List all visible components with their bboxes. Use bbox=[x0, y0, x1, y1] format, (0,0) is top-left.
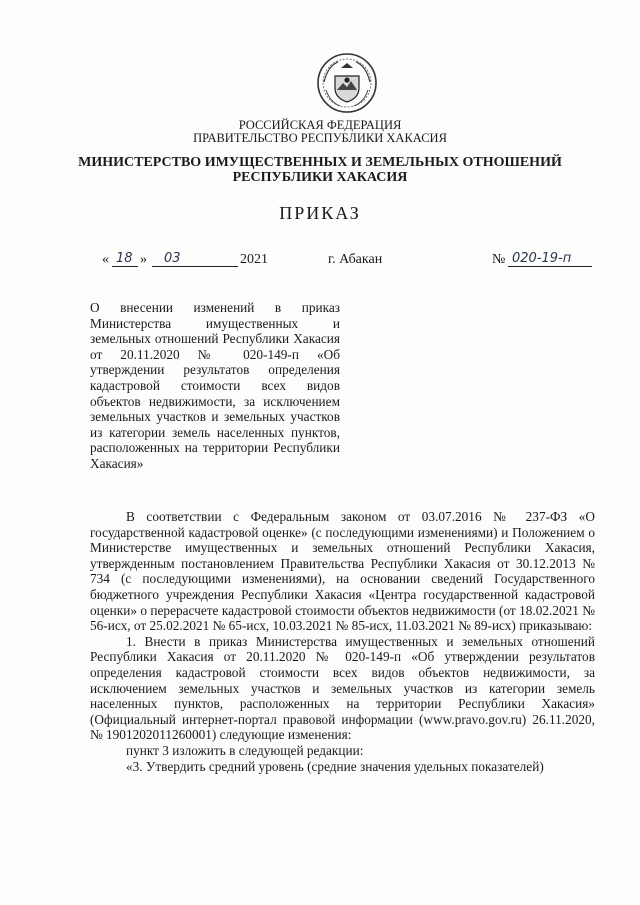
date-open-quote: « bbox=[102, 252, 109, 267]
ministry-name-line2: РЕСПУБЛИКИ ХАКАСИЯ bbox=[232, 170, 408, 185]
date-year: 2021 bbox=[240, 252, 268, 267]
date-month: 03 bbox=[164, 251, 181, 266]
body-paragraph-amendment-intro: пункт 3 изложить в следующей редакции: bbox=[126, 742, 364, 758]
body-paragraph-preamble: В соответствии с Федеральным законом от 03.07.2016 № 237-ФЗ «О государственной кадастровой оценке» (с последующими изменениями) и Положением о Министерстве имущественных и земельных отношений Республики Хакасия, утвержденным постановлением Правительства Республики Хакасия от 30.12.2013 № 734 (с последующими изменениями), на основании сведений Государственного бюджетного учреждения Республики Хакасия «Центра государственной кадастровой оценки» о перерасчете кадастровой стоимости объектов недвижимости (от 18.02.2021 № 56-исх, от 25.02.2021 № 65-исх, 10.03.2021 № 85-исх, 11.03.2021 № 89-исх) приказываю: bbox=[90, 509, 595, 634]
country-name: РОССИЙСКАЯ ФЕДЕРАЦИЯ bbox=[238, 118, 402, 132]
city: г. Абакан bbox=[328, 252, 383, 267]
date-day: 18 bbox=[116, 251, 133, 266]
date-number-line bbox=[100, 252, 600, 272]
body-paragraph-item1: 1. Внести в приказ Министерства имущественных и земельных отношений Республики Хакасия от 20.11.2020 № 020-149-п «Об утверждении результатов определения кадастровой стоимости всех видов объектов недвижимости, за исключением земельных участков и земельных участков из категории земель населенных пунктов, расположенных на территории Республики Хакасия» (Официальный интернет-портал правовой информации (www.pravo.gov.ru) 26.11.2020, № 1901202011260001) следующие изменения: bbox=[90, 633, 595, 743]
number-prefix: № bbox=[492, 252, 506, 267]
coat-of-arms-emblem bbox=[316, 52, 378, 114]
document-type-title: ПРИКАЗ bbox=[279, 203, 361, 223]
order-number: 020-19-п bbox=[512, 251, 572, 266]
order-subject: О внесении изменений в приказ Министерства имущественных и земельных отношений Республики Хакасия от 20.11.2020 № 020-149-п «Об утверждении результатов определения кадастровой стоимости всех видов объектов недвижимости, за исключением земельных участков и земельных участков из категории земель населенных пунктов, расположенных на территории Республики Хакасия» bbox=[90, 300, 340, 471]
month-underline bbox=[152, 266, 238, 267]
ministry-name-line1: МИНИСТЕРСТВО ИМУЩЕСТВЕННЫХ И ЗЕМЕЛЬНЫХ ОТНОШЕНИЙ bbox=[78, 155, 562, 170]
government-name: ПРАВИТЕЛЬСТВО РЕСПУБЛИКИ ХАКАСИЯ bbox=[193, 131, 447, 145]
date-close-quote: » bbox=[140, 252, 147, 267]
day-underline bbox=[112, 266, 138, 267]
body-paragraph-item3: «3. Утвердить средний уровень (средние значения удельных показателей) bbox=[126, 758, 544, 774]
number-underline bbox=[508, 266, 592, 267]
order-body bbox=[90, 509, 595, 774]
